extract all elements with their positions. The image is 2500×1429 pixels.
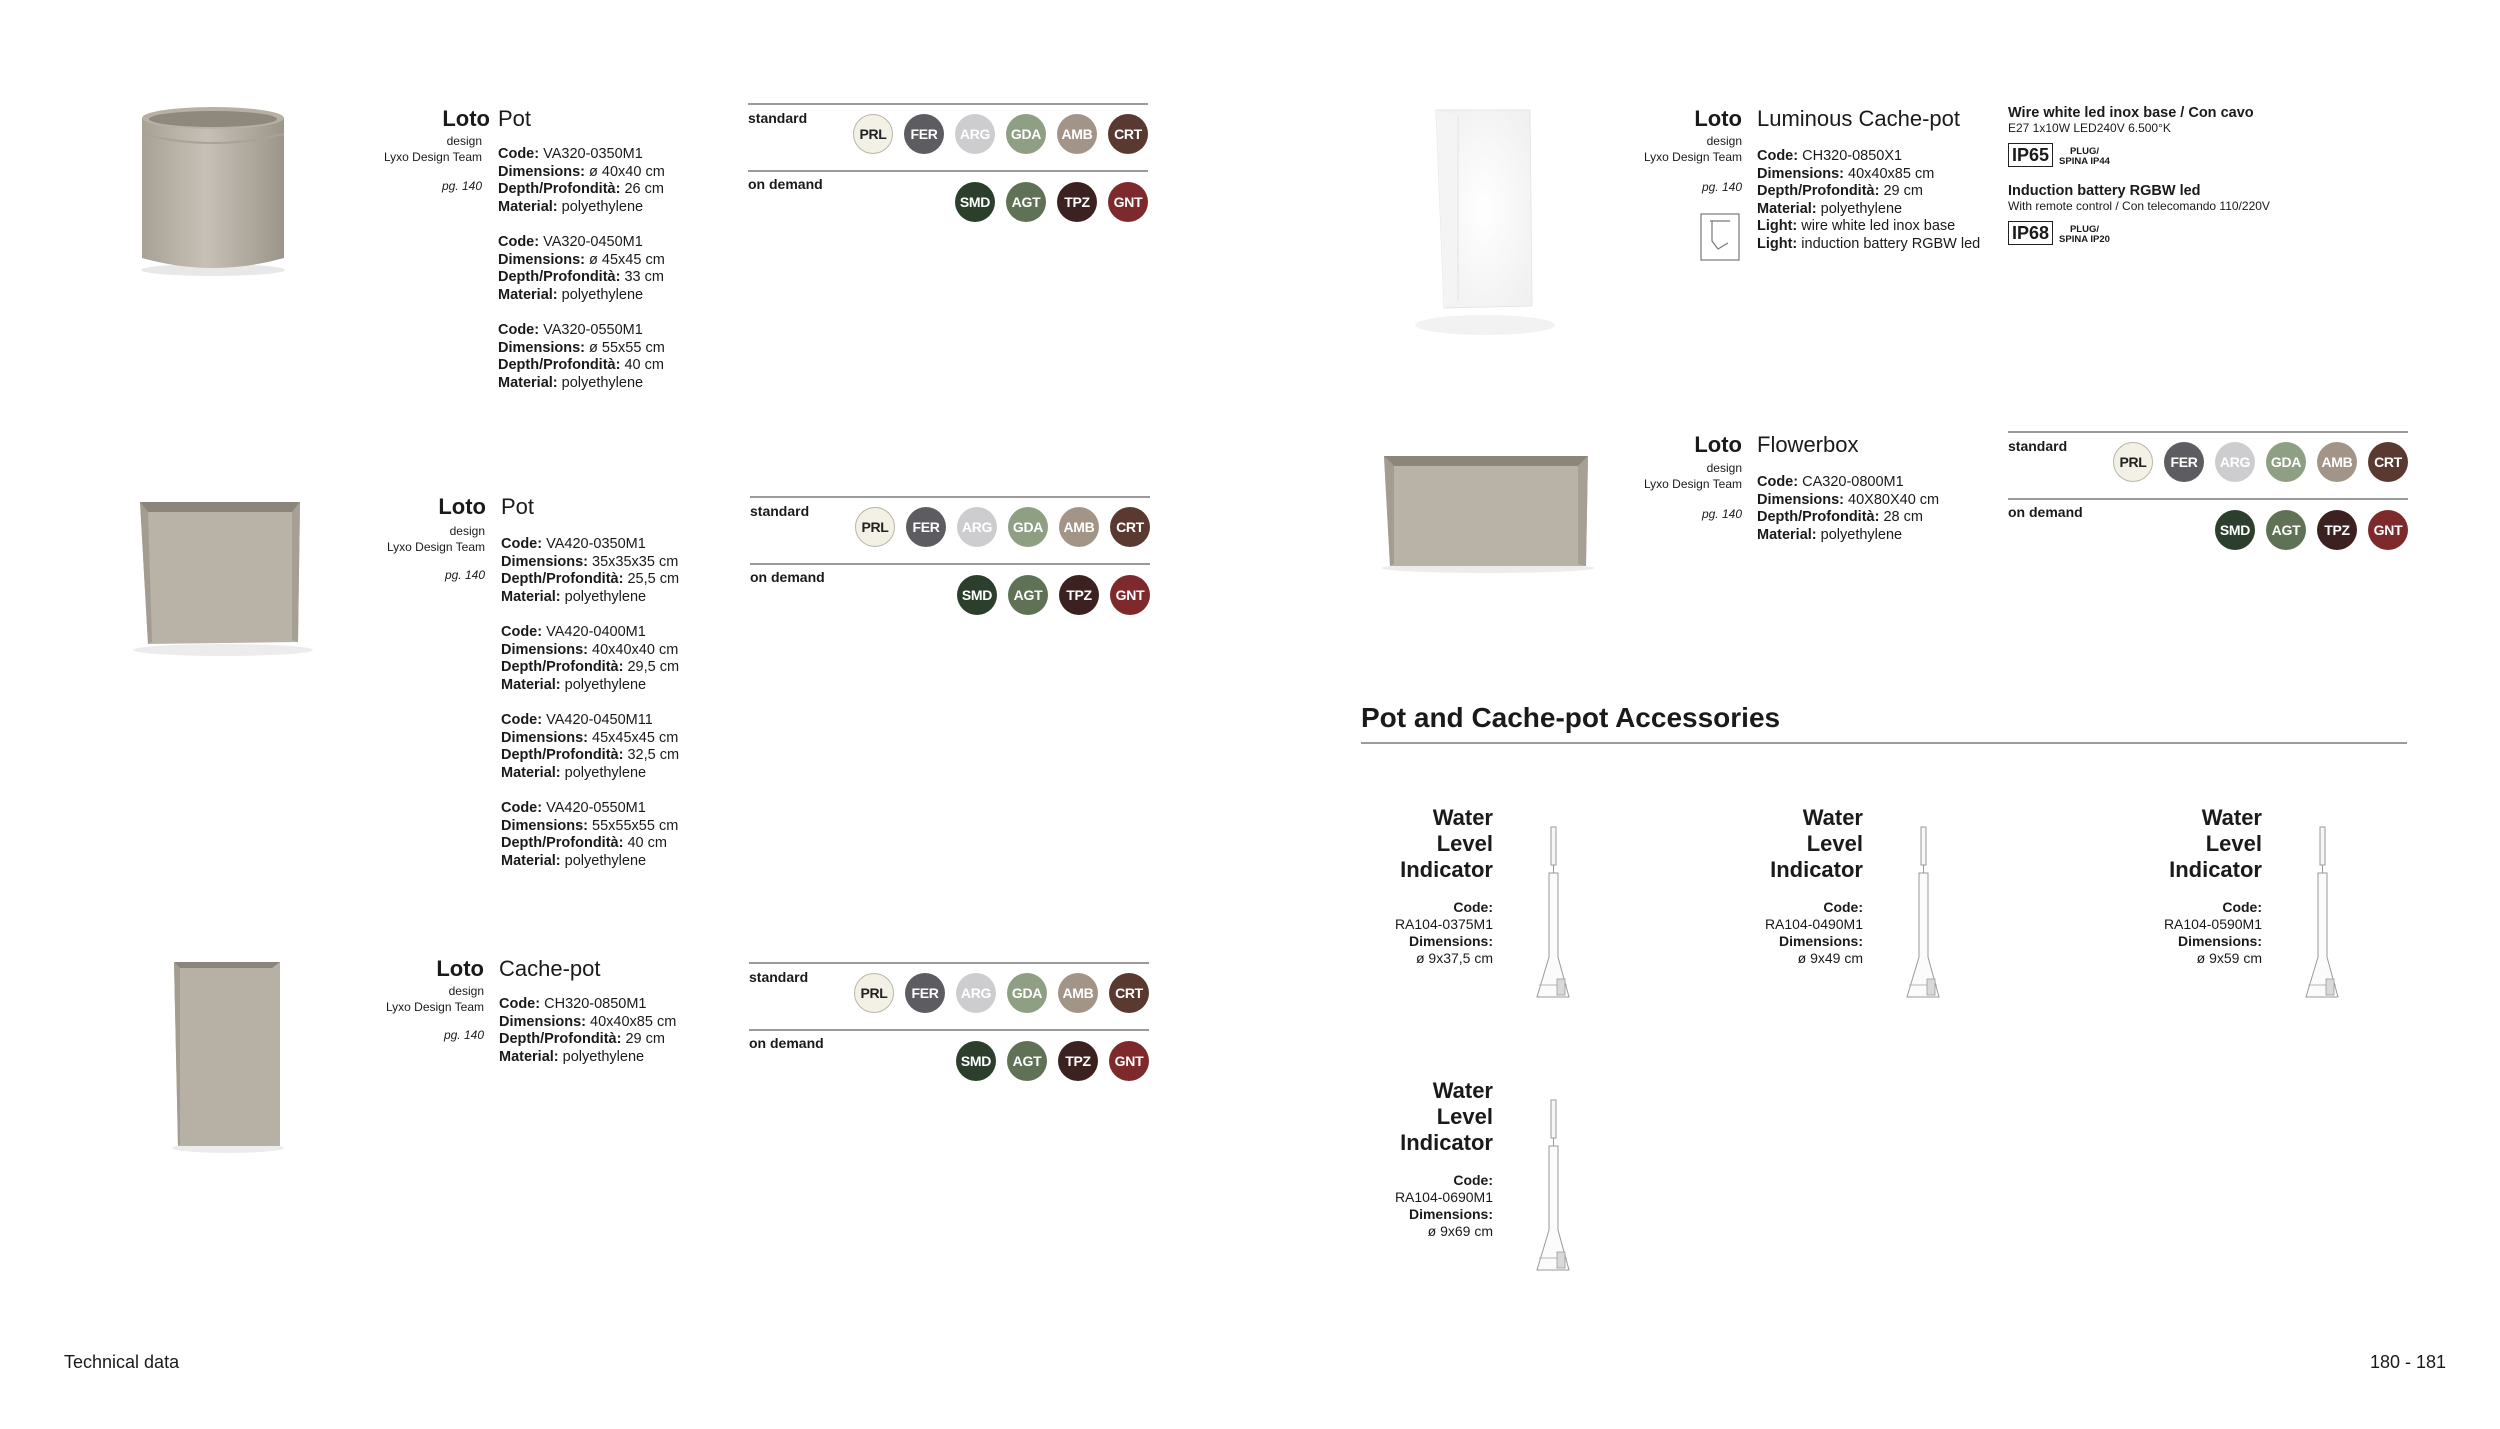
accessory-name: Water Level Indicator bbox=[2169, 805, 2262, 882]
standard-label: standard bbox=[748, 110, 808, 126]
color-group-4 bbox=[2008, 431, 2408, 561]
color-swatch-arg: ARG bbox=[956, 973, 996, 1013]
color-swatch-crt: CRT bbox=[1110, 507, 1150, 547]
color-swatch-smd: SMD bbox=[957, 575, 997, 615]
color-swatch-gnt: GNT bbox=[2368, 510, 2408, 550]
spec-block bbox=[501, 536, 741, 888]
color-swatch-amb: AMB bbox=[1057, 114, 1097, 154]
color-swatch-gnt: GNT bbox=[1108, 182, 1148, 222]
color-swatch-gda: GDA bbox=[1008, 507, 1048, 547]
product-name: Loto bbox=[442, 106, 490, 131]
page-ref: pg. 140 bbox=[1701, 507, 1742, 521]
color-group-rule bbox=[750, 496, 1150, 498]
color-swatch-gda: GDA bbox=[1006, 114, 1046, 154]
color-swatch-tpz: TPZ bbox=[1057, 182, 1097, 222]
wire-subtitle: E27 1x10W LED240V 6.500°K bbox=[2008, 121, 2171, 135]
accessory-spec: Code: RA104-0590M1 Dimensions: ø 9x59 cm bbox=[2163, 899, 2262, 966]
variant: Code: CA320-0800M1 Dimensions: 40X80X40 cm Depth/Profondità: 28 cm Material: polyethylene bbox=[1757, 474, 1940, 543]
on-demand-label: on demand bbox=[749, 1035, 824, 1051]
footer-section-label: Technical data bbox=[64, 1352, 180, 1372]
color-swatch-crt: CRT bbox=[1109, 973, 1149, 1013]
ip68-plug: PLUG/ SPINA IP20 bbox=[2059, 223, 2110, 245]
product-name: Loto bbox=[1694, 106, 1742, 131]
product-name: Loto bbox=[436, 956, 484, 981]
water-level-indicator-image bbox=[1529, 1098, 1579, 1278]
color-swatch-agt: AGT bbox=[1006, 182, 1046, 222]
color-swatch-smd: SMD bbox=[2215, 510, 2255, 550]
variant: Code: VA420-0400M1 Dimensions: 40x40x40 cm Depth/Profondità: 29,5 cm Material: polyethylene bbox=[501, 624, 680, 693]
accessory-name: Water Level Indicator bbox=[1770, 805, 1863, 882]
footer-page-numbers: 180 - 181 bbox=[2369, 1352, 2446, 1372]
color-swatch-fer: FER bbox=[906, 507, 946, 547]
variant: Code: CH320-0850X1 Dimensions: 40x40x85 cm Depth/Profondità: 29 cm Material: polyethylene Light: wire white led inox base Light: induction battery RGBW led bbox=[1757, 148, 1981, 252]
variant: Code: VA420-0350M1 Dimensions: 35x35x35 cm Depth/Profondità: 25,5 cm Material: polyethylene bbox=[501, 536, 680, 605]
color-group-1 bbox=[748, 103, 1148, 233]
design-credit: design Lyxo Design Team bbox=[386, 524, 485, 554]
color-group-2 bbox=[750, 496, 1150, 626]
color-swatch-smd: SMD bbox=[955, 182, 995, 222]
color-swatch-tpz: TPZ bbox=[2317, 510, 2357, 550]
variant: Code: VA320-0550M1 Dimensions: ø 55x55 cm Depth/Profondità: 40 cm Material: polyethylene bbox=[498, 322, 665, 391]
spec-block bbox=[1757, 474, 1997, 544]
product-name: Loto bbox=[438, 494, 486, 519]
color-swatch-gnt: GNT bbox=[1109, 1041, 1149, 1081]
color-swatch-amb: AMB bbox=[1058, 973, 1098, 1013]
color-swatch-agt: AGT bbox=[1008, 575, 1048, 615]
color-swatch-crt: CRT bbox=[1108, 114, 1148, 154]
lighting-options bbox=[2008, 105, 2368, 245]
color-swatch-fer: FER bbox=[904, 114, 944, 154]
accessory-item bbox=[1713, 805, 1863, 967]
ip65-rating bbox=[2008, 143, 2368, 167]
accessory-spec: Code: RA104-0690M1 Dimensions: ø 9x69 cm bbox=[1394, 1172, 1493, 1239]
standard-label: standard bbox=[750, 503, 810, 519]
lamp-plug-icon bbox=[1700, 213, 1740, 261]
on-demand-label: on demand bbox=[2008, 504, 2083, 520]
product-type: Pot bbox=[501, 494, 535, 519]
color-group-rule bbox=[2008, 498, 2408, 500]
ip68-rating bbox=[2008, 221, 2368, 245]
color-swatch-agt: AGT bbox=[2266, 510, 2306, 550]
on-demand-label: on demand bbox=[750, 569, 825, 585]
variant: Code: VA420-0450M11 Dimensions: 45x45x45 cm Depth/Profondità: 32,5 cm Material: polyethylene bbox=[501, 712, 680, 781]
round-pot-image bbox=[128, 100, 298, 280]
ip65-badge: IP65 bbox=[2008, 143, 2053, 167]
accessory-item bbox=[1343, 805, 1493, 967]
color-swatch-gda: GDA bbox=[2266, 442, 2306, 482]
design-credit: design Lyxo Design Team bbox=[383, 134, 482, 164]
accessory-spec: Code: RA104-0490M1 Dimensions: ø 9x49 cm bbox=[1764, 899, 1863, 966]
ip65-plug: PLUG/ SPINA IP44 bbox=[2059, 145, 2110, 167]
product-name: Loto bbox=[1694, 432, 1742, 457]
spec-block bbox=[1757, 148, 2017, 253]
page-ref: pg. 140 bbox=[1701, 180, 1742, 194]
standard-label: standard bbox=[749, 969, 809, 985]
on-demand-label: on demand bbox=[748, 176, 823, 192]
color-group-rule bbox=[750, 563, 1150, 565]
color-swatch-fer: FER bbox=[905, 973, 945, 1013]
spec-block bbox=[498, 146, 738, 410]
color-swatch-arg: ARG bbox=[957, 507, 997, 547]
accessories-title: Pot and Cache-pot Accessories bbox=[1361, 702, 1781, 733]
color-group-rule bbox=[749, 1029, 1149, 1031]
variant: Code: VA320-0450M1 Dimensions: ø 45x45 cm Depth/Profondità: 33 cm Material: polyethylene bbox=[498, 234, 665, 303]
color-swatch-amb: AMB bbox=[1059, 507, 1099, 547]
water-level-indicator-image bbox=[1899, 825, 1949, 1005]
product-type: Flowerbox bbox=[1757, 432, 1859, 457]
accessory-item bbox=[1343, 1078, 1493, 1240]
page-ref: pg. 140 bbox=[441, 179, 482, 193]
color-swatch-crt: CRT bbox=[2368, 442, 2408, 482]
luminous-cache-pot-image bbox=[1410, 100, 1560, 340]
color-swatch-tpz: TPZ bbox=[1058, 1041, 1098, 1081]
color-group-rule bbox=[2008, 431, 2408, 433]
accessory-name: Water Level Indicator bbox=[1400, 1078, 1493, 1155]
product-type: Pot bbox=[498, 106, 532, 131]
color-swatch-prl: PRL bbox=[855, 507, 895, 547]
battery-subtitle: With remote control / Con telecomando 110/220V bbox=[2008, 199, 2270, 213]
color-swatch-gda: GDA bbox=[1007, 973, 1047, 1013]
color-group-rule bbox=[748, 103, 1148, 105]
page-ref: pg. 140 bbox=[443, 1028, 484, 1042]
color-group-3 bbox=[749, 962, 1149, 1092]
cache-pot-image bbox=[168, 956, 288, 1156]
color-swatch-agt: AGT bbox=[1007, 1041, 1047, 1081]
product-type: Luminous Cache-pot bbox=[1757, 106, 1961, 131]
wire-title: Wire white led inox base / Con cavo bbox=[2008, 105, 2254, 121]
battery-title: Induction battery RGBW led bbox=[2008, 183, 2201, 199]
page-ref: pg. 140 bbox=[444, 568, 485, 582]
color-group-rule bbox=[749, 962, 1149, 964]
square-pot-image bbox=[128, 492, 318, 662]
color-swatch-prl: PRL bbox=[854, 973, 894, 1013]
color-swatch-tpz: TPZ bbox=[1059, 575, 1099, 615]
color-swatch-smd: SMD bbox=[956, 1041, 996, 1081]
water-level-indicator-image bbox=[1529, 825, 1579, 1005]
variant: Code: CH320-0850M1 Dimensions: 40x40x85 cm Depth/Profondità: 29 cm Material: polyethylene bbox=[499, 996, 677, 1065]
color-swatch-arg: ARG bbox=[955, 114, 995, 154]
design-credit: design Lyxo Design Team bbox=[1643, 461, 1742, 491]
color-swatch-amb: AMB bbox=[2317, 442, 2357, 482]
accessories-divider bbox=[1361, 742, 2407, 744]
spec-block bbox=[499, 996, 739, 1084]
water-level-indicator-image bbox=[2298, 825, 2348, 1005]
variant: Code: VA320-0350M1 Dimensions: ø 40x40 cm Depth/Profondità: 26 cm Material: polyethylene bbox=[498, 146, 665, 215]
color-swatch-prl: PRL bbox=[853, 114, 893, 154]
design-credit: design Lyxo Design Team bbox=[1643, 134, 1742, 164]
accessory-name: Water Level Indicator bbox=[1400, 805, 1493, 882]
accessory-spec: Code: RA104-0375M1 Dimensions: ø 9x37,5 cm bbox=[1394, 899, 1493, 966]
accessory-item bbox=[2112, 805, 2262, 967]
product-type: Cache-pot bbox=[499, 956, 601, 981]
flowerbox-image bbox=[1378, 446, 1598, 576]
color-swatch-prl: PRL bbox=[2113, 442, 2153, 482]
design-credit: design Lyxo Design Team bbox=[385, 984, 484, 1014]
color-group-rule bbox=[748, 170, 1148, 172]
variant: Code: VA420-0550M1 Dimensions: 55x55x55 cm Depth/Profondità: 40 cm Material: polyethylene bbox=[501, 800, 679, 869]
standard-label: standard bbox=[2008, 438, 2068, 454]
ip68-badge: IP68 bbox=[2008, 221, 2053, 245]
color-swatch-arg: ARG bbox=[2215, 442, 2255, 482]
color-swatch-fer: FER bbox=[2164, 442, 2204, 482]
color-swatch-gnt: GNT bbox=[1110, 575, 1150, 615]
